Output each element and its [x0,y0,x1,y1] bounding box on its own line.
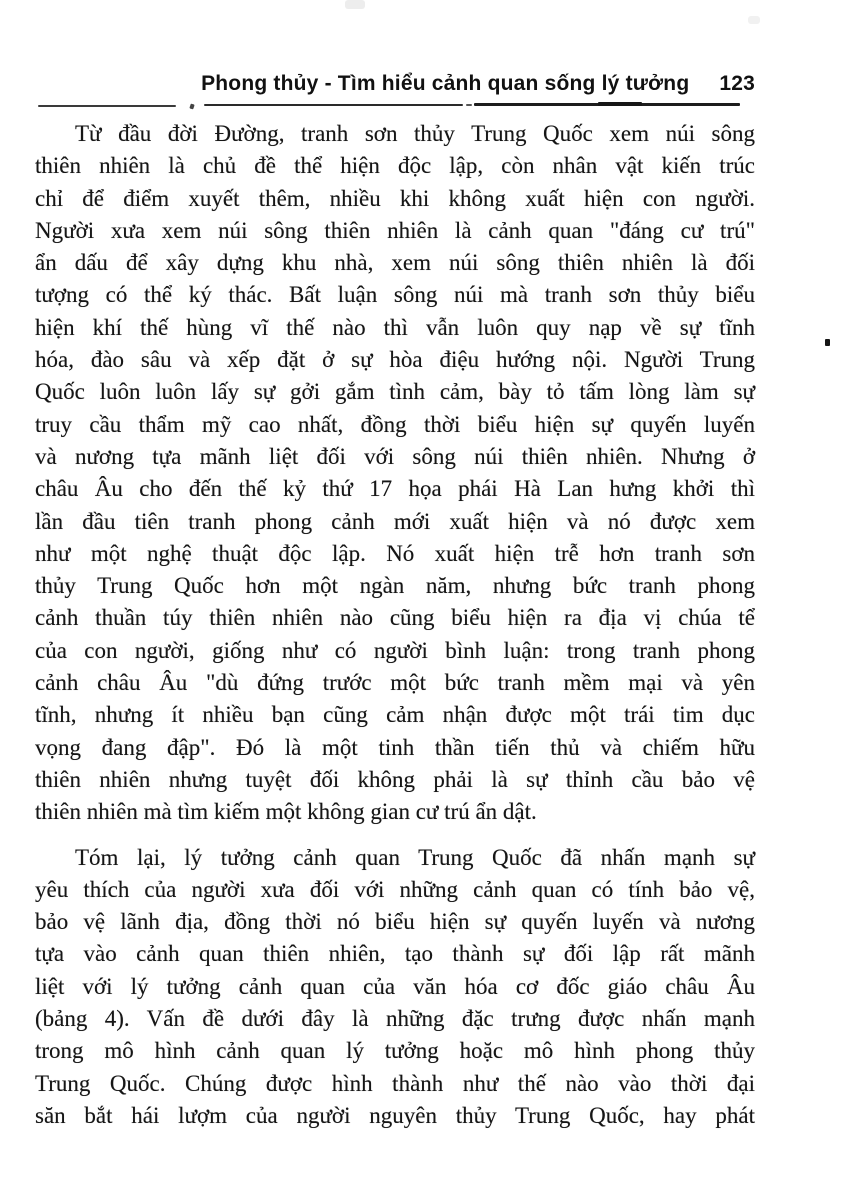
text-line: Từ đầu đời Đường, tranh sơn thủy Trung Quốc xem núi sông [75,121,755,146]
text-line: thiên nhiên là chủ đề thể hiện độc lập, còn nhân vật kiến trúc [35,153,755,179]
header-rule-segment [204,104,463,106]
text-line: (bảng 4). Vấn đề dưới đây là những đặc trưng được nhấn mạnh [35,1006,755,1032]
text-line: ẩn dấu để xây dựng khu nhà, xem núi sông thiên nhiên là đối [35,250,755,276]
text-line: châu Âu cho đến thế kỷ thứ 17 họa phái Hà Lan hưng khởi thì [35,476,755,502]
text-line: hiện khí thế hùng vĩ thế nào thì vẫn luôn quy nạp về sự tĩnh [35,314,755,340]
scan-speck [825,339,830,346]
text-line: thủy Trung Quốc hơn một ngàn năm, nhưng bức tranh phong [35,573,755,599]
header-rule-segment [38,105,176,107]
running-header [35,72,755,96]
header-rule-tick [189,104,194,110]
text-line: cảnh châu Âu "dù đứng trước một bức tranh mềm mại và yên [35,670,755,696]
text-line: chỉ để điểm xuyết thêm, nhiều khi không xuất hiện con người. [35,185,755,211]
paragraph [35,118,755,829]
text-line: cảnh thuần túy thiên nhiên nào cũng biểu hiện ra địa vị chúa tể [35,605,755,631]
text-line: Tóm lại, lý tưởng cảnh quan Trung Quốc đã nhấn mạnh sự [75,844,755,870]
header-title: Phong thủy - Tìm hiểu cảnh quan sống lý tưởng [201,72,690,95]
text-line: lần đầu tiên tranh phong cảnh mới xuất hiện và nó được xem [35,508,755,534]
text-line: như một nghệ thuật độc lập. Nó xuất hiện trễ hơn tranh sơn [35,540,755,566]
text-line: thiên nhiên nhưng tuyệt đối không phải là sự thỉnh cầu bảo vệ [35,766,755,792]
header-rule-dash [466,104,472,106]
text-line: tĩnh, nhưng ít nhiều bạn cũng cảm nhận được một trái tim dục [35,702,755,728]
text-line: bảo vệ lãnh địa, đồng thời nó biểu hiện sự quyến luyến và nương [35,909,755,935]
text-line: vọng đang đập". Đó là một tinh thần tiến thủ và chiếm hữu [35,734,755,760]
text-line: và nương tựa mãnh liệt đối với sông núi thiên nhiên. Nhưng ở [35,443,755,469]
text-line: truy cầu thẩm mỹ cao nhất, đồng thời biểu hiện sự quyến luyến [35,411,755,437]
text-line: trong mô hình cảnh quan lý tưởng hoặc mô hình phong thủy [35,1038,755,1064]
text-line: Quốc luôn luôn lấy sự gởi gắm tình cảm, bày tỏ tấm lòng làm sự [35,379,755,405]
text-line: tượng có thể ký thác. Bất luận sông núi mà tranh sơn thủy biểu [35,282,755,308]
text-line: của con người, giống như có người bình luận: trong tranh phong [35,637,755,663]
text-line: liệt với lý tưởng cảnh quan của văn hóa cơ đốc giáo châu Âu [35,973,755,999]
text-line: săn bắt hái lượm của người nguyên thủy Trung Quốc, hay phát [35,1102,755,1128]
text-line: Trung Quốc. Chúng được hình thành như thế nào vào thời đại [35,1070,755,1096]
text-line: thiên nhiên mà tìm kiếm một không gian cư trú ẩn dật. [35,799,537,825]
paragraph [35,842,755,1133]
text-line: yêu thích của người xưa đối với những cảnh quan có tính bảo vệ, [35,876,755,902]
body-text [35,118,755,1145]
scan-smudge [748,16,760,24]
page-number: 123 [719,72,755,95]
text-line: hóa, đào sâu và xếp đặt ở sự hòa điệu hướng nội. Người Trung [35,347,755,373]
text-line: Người xưa xem núi sông thiên nhiên là cảnh quan "đáng cư trú" [35,217,755,243]
header-rule-blob [598,102,642,106]
text-line: tựa vào cảnh quan thiên nhiên, tạo thành sự đối lập rất mãnh [35,941,755,967]
scan-smudge [345,0,365,9]
